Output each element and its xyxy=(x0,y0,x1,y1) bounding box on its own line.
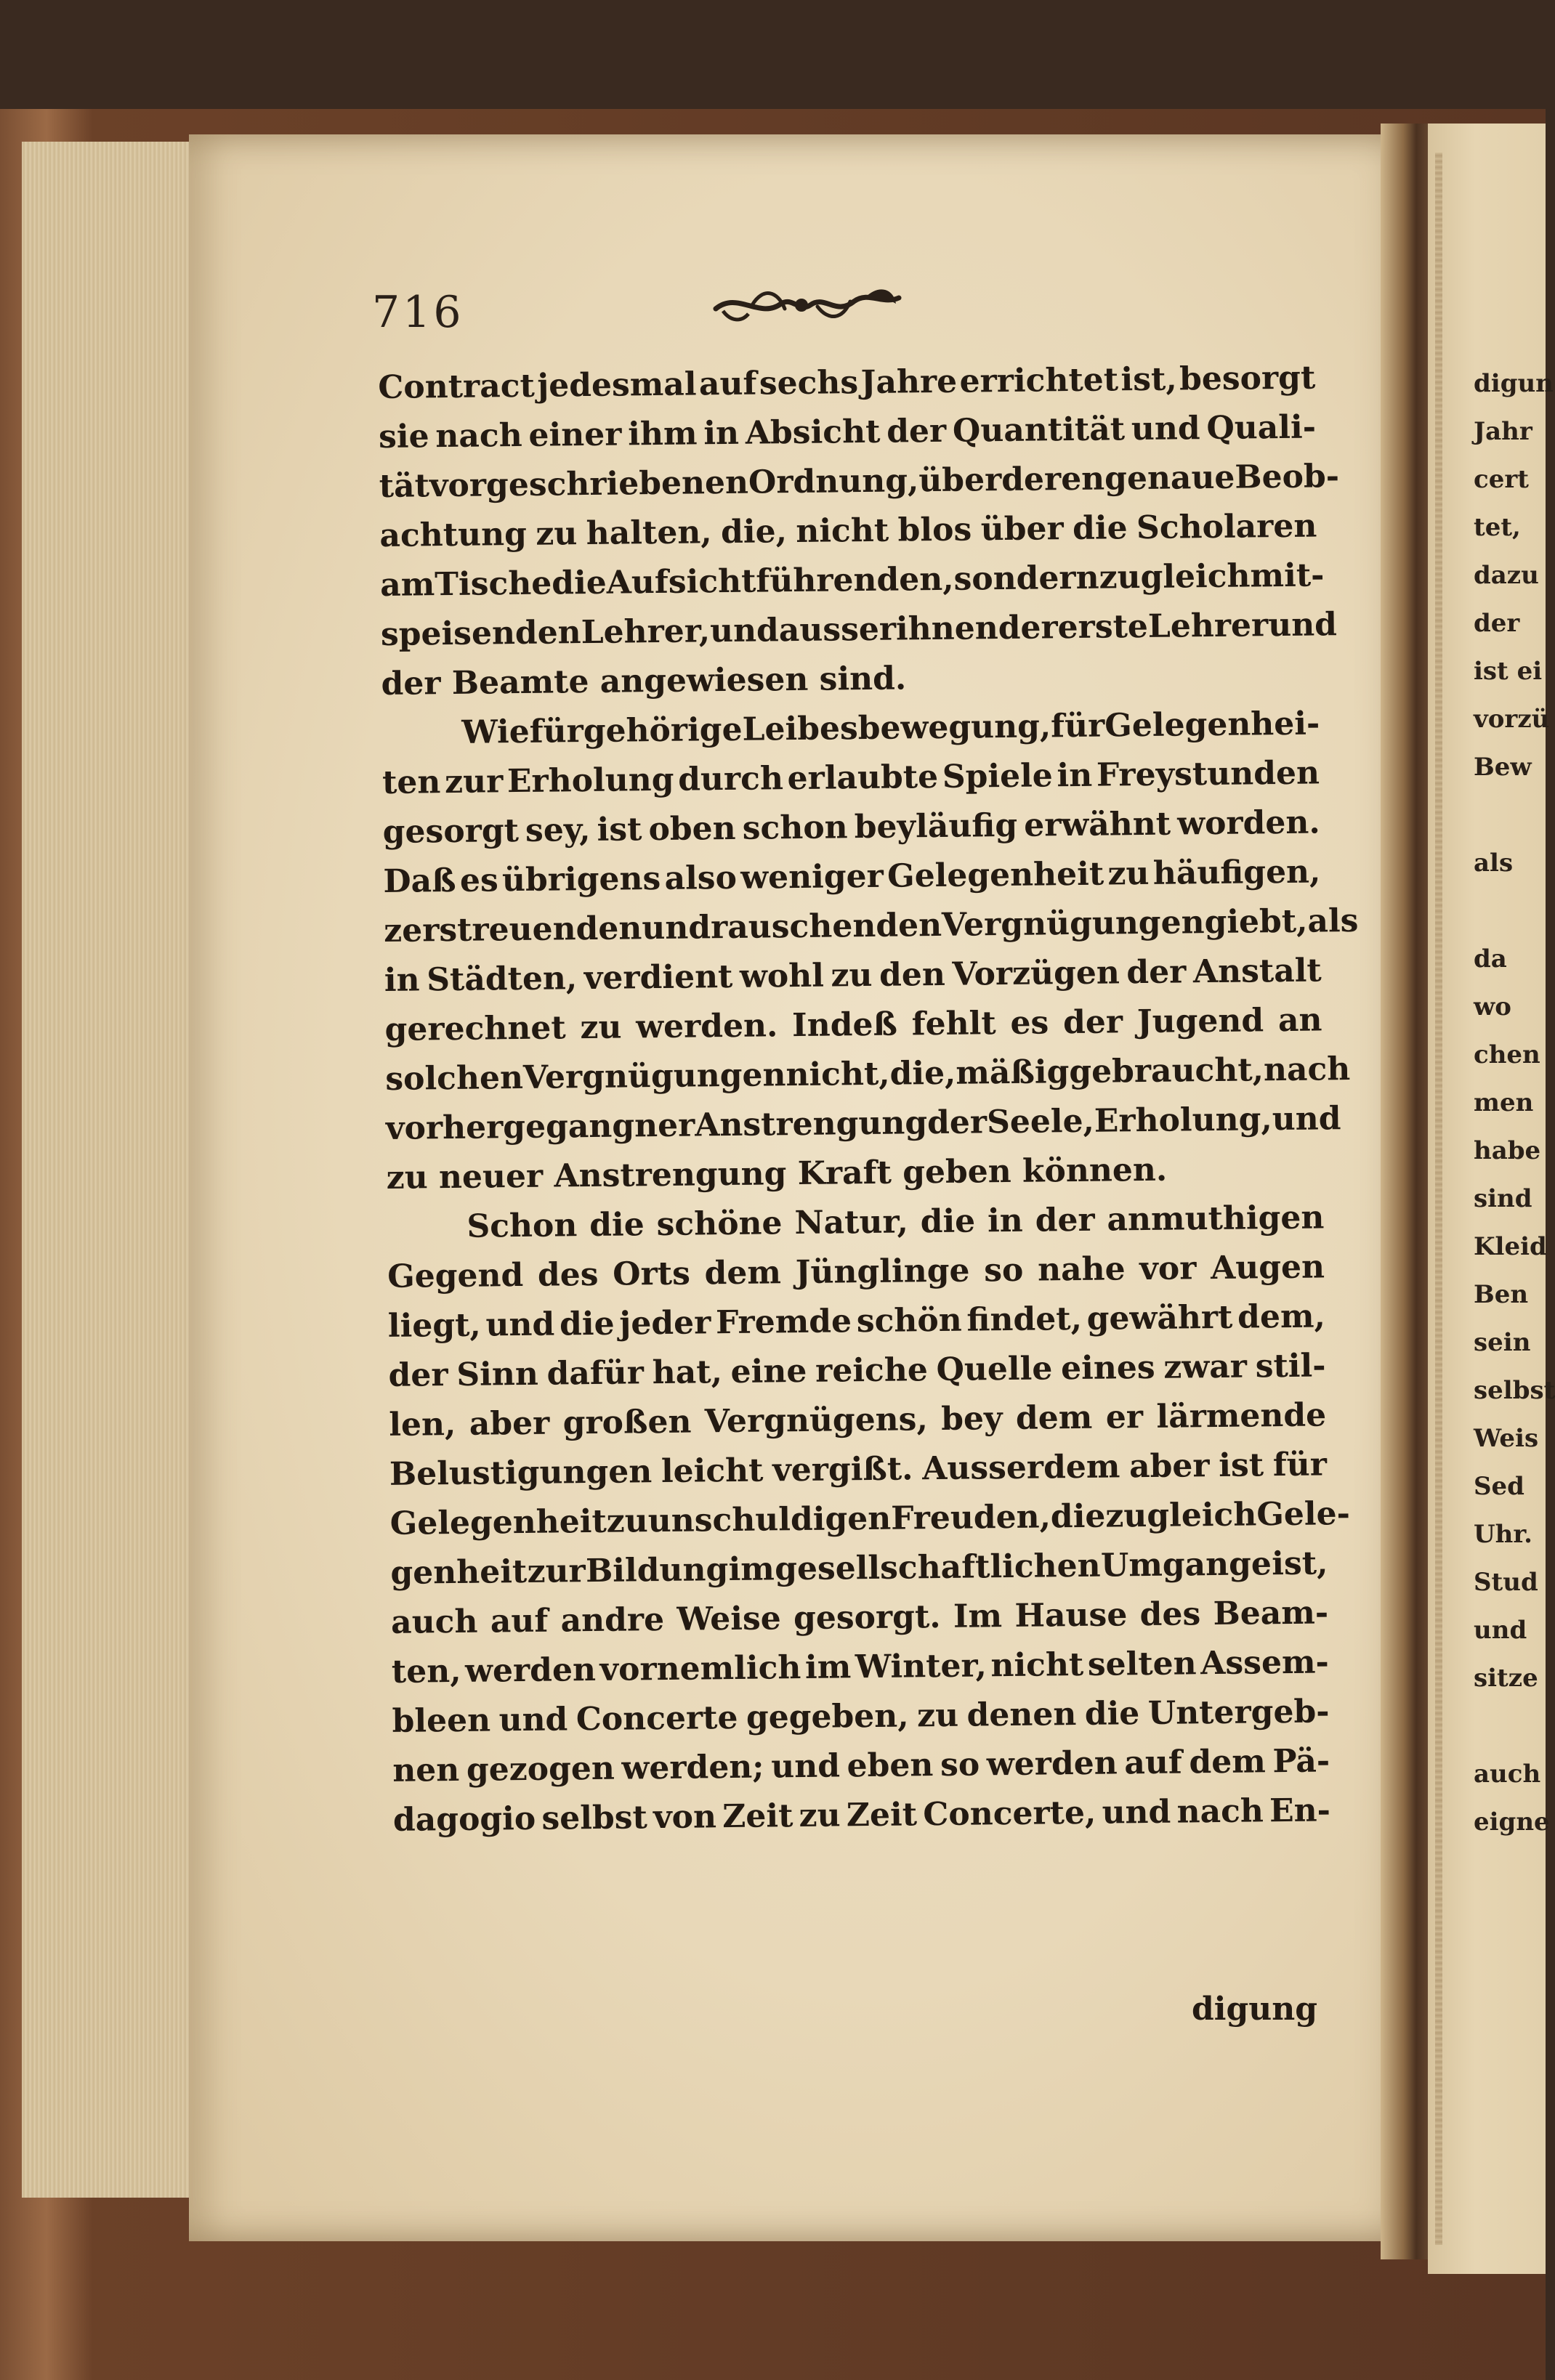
facing-page-fragment: selbst xyxy=(1474,1376,1555,1405)
text-line: vorhergegangner Anstrengung der Seele, Erholung, und xyxy=(385,1100,1341,1147)
facing-page-text xyxy=(1474,360,1555,1846)
facing-page-fragment: Weis xyxy=(1474,1424,1539,1453)
text-line: am Tische die Aufsicht führenden, sondern zugleich mit- xyxy=(379,556,1325,604)
text-line: liegt, und die jeder Fremde schön findet, gewährt dem, xyxy=(387,1298,1326,1345)
facing-page-fragment: cert xyxy=(1474,465,1529,494)
facing-page-fragment: als xyxy=(1474,849,1514,878)
text-line: genheit zur Bildung im gesellschaftlichen Umgange ist, xyxy=(390,1545,1328,1592)
facing-page-fragment: dazu xyxy=(1474,561,1539,590)
text-line: der Sinn dafür hat, eine reiche Quelle eines zwar stil- xyxy=(388,1347,1326,1394)
catchword: digung xyxy=(1192,1991,1317,2028)
text-line: zu neuer Anstrengung Kraft geben können. xyxy=(386,1151,1168,1197)
page-edges-left xyxy=(22,142,202,2198)
text-line: zerstreuenden und rauschenden Vergnügungen giebt, als xyxy=(383,902,1359,950)
text-line: ten, werden vornemlich im Winter, nicht selten Assem- xyxy=(391,1643,1329,1691)
facing-page-fragment: sein xyxy=(1474,1328,1531,1357)
text-line: len, aber großen Vergnügens, bey dem er lärmende xyxy=(389,1396,1327,1444)
facing-page-fragment: Stud xyxy=(1474,1568,1538,1597)
facing-page-fragment: ist ei xyxy=(1474,657,1543,686)
text-line: nen gezogen werden; und eben so werden auf dem Pä- xyxy=(392,1742,1330,1789)
facing-page-fragment: tet, xyxy=(1474,513,1521,542)
facing-page-fragment: vorzü xyxy=(1474,705,1550,734)
text-line: gerechnet zu werden. Indeß fehlt es der Jugend an xyxy=(384,1001,1322,1048)
text-line: auch auf andre Weise gesorgt. Im Hause des Beam- xyxy=(390,1594,1329,1641)
text-line: sie nach einer ihm in Absicht der Quantität und Quali- xyxy=(378,408,1317,456)
text-line: ten zur Erholung durch erlaubte Spiele in Freystunden xyxy=(381,754,1320,801)
facing-page-fragment: da xyxy=(1474,944,1507,974)
text-line: Gelegenheit zu unschuldigen Freuden, die zugleich Gele- xyxy=(389,1495,1351,1542)
facing-page-fragment: Jahr xyxy=(1474,417,1532,446)
text-line: Contract jedesmal auf sechs Jahre errichtet ist, besorgt xyxy=(378,359,1316,406)
vignette-ornament-icon xyxy=(708,276,905,334)
text-line: dagogio selbst von Zeit zu Zeit Concerte, und nach En- xyxy=(392,1792,1331,1839)
facing-page-fragment: Sed xyxy=(1474,1472,1524,1501)
text-line: Daß es übrigens also weniger Gelegenheit zu häufigen, xyxy=(383,853,1321,900)
facing-page-fragment: und xyxy=(1474,1616,1527,1645)
facing-page-fragment: eigne xyxy=(1474,1808,1550,1837)
page-number: 716 xyxy=(372,287,464,338)
facing-page-fragment: auch xyxy=(1474,1760,1541,1789)
facing-page-fragment: wo xyxy=(1474,992,1511,1021)
facing-page-fragment xyxy=(1474,791,1546,839)
facing-page-fragment: Kleid xyxy=(1474,1232,1547,1261)
facing-page-fragment: men xyxy=(1474,1088,1534,1117)
text-line: achtung zu halten, die, nicht blos über die Scholaren xyxy=(379,507,1317,554)
book-gutter xyxy=(1381,124,1431,2259)
facing-page-fragment: Ben xyxy=(1474,1280,1529,1309)
text-line: Belustigungen leicht vergißt. Ausserdem aber ist für xyxy=(389,1446,1328,1493)
facing-page-fragment xyxy=(1474,887,1546,935)
text-line: bleen und Concerte gegeben, zu denen die Untergeb- xyxy=(392,1693,1330,1740)
text-line: tät vorgeschriebenen Ordnung, über deren genaue Beob- xyxy=(379,458,1340,505)
text-line: in Städten, verdient wohl zu den Vorzügen der Anstalt xyxy=(384,952,1322,999)
facing-page-fragment: habe xyxy=(1474,1136,1541,1165)
facing-page-fragment: Uhr. xyxy=(1474,1520,1532,1549)
facing-page-fragment: sind xyxy=(1474,1184,1532,1213)
facing-page-fragment: digun xyxy=(1474,369,1554,398)
facing-page-fragment: der xyxy=(1474,609,1520,638)
text-line: der Beamte angewiesen sind. xyxy=(381,660,907,703)
text-line: gesorgt sey, ist oben schon beyläufig erwähnt worden. xyxy=(382,804,1320,851)
text-line: solchen Vergnügungen nicht, die, mäßig gebraucht, nach xyxy=(385,1051,1351,1098)
body-text xyxy=(378,353,1359,1845)
facing-page-fragment: sitze xyxy=(1474,1664,1538,1693)
text-line: Wie für gehörige Leibesbewegung, für Gelegenhei- xyxy=(461,705,1320,751)
facing-page-fragment: Bew xyxy=(1474,753,1532,782)
facing-page-fragment: chen xyxy=(1474,1040,1540,1069)
text-line: speisenden Lehrer, und ausser ihnen der erste Lehrer und xyxy=(380,606,1338,653)
text-line: Schon die schöne Natur, die in der anmuthigen xyxy=(467,1199,1325,1245)
text-line: Gegend des Orts dem Jünglinge so nahe vor Augen xyxy=(387,1248,1325,1295)
page-edges-right xyxy=(1435,153,1442,2245)
facing-page-fragment xyxy=(1474,1702,1546,1750)
